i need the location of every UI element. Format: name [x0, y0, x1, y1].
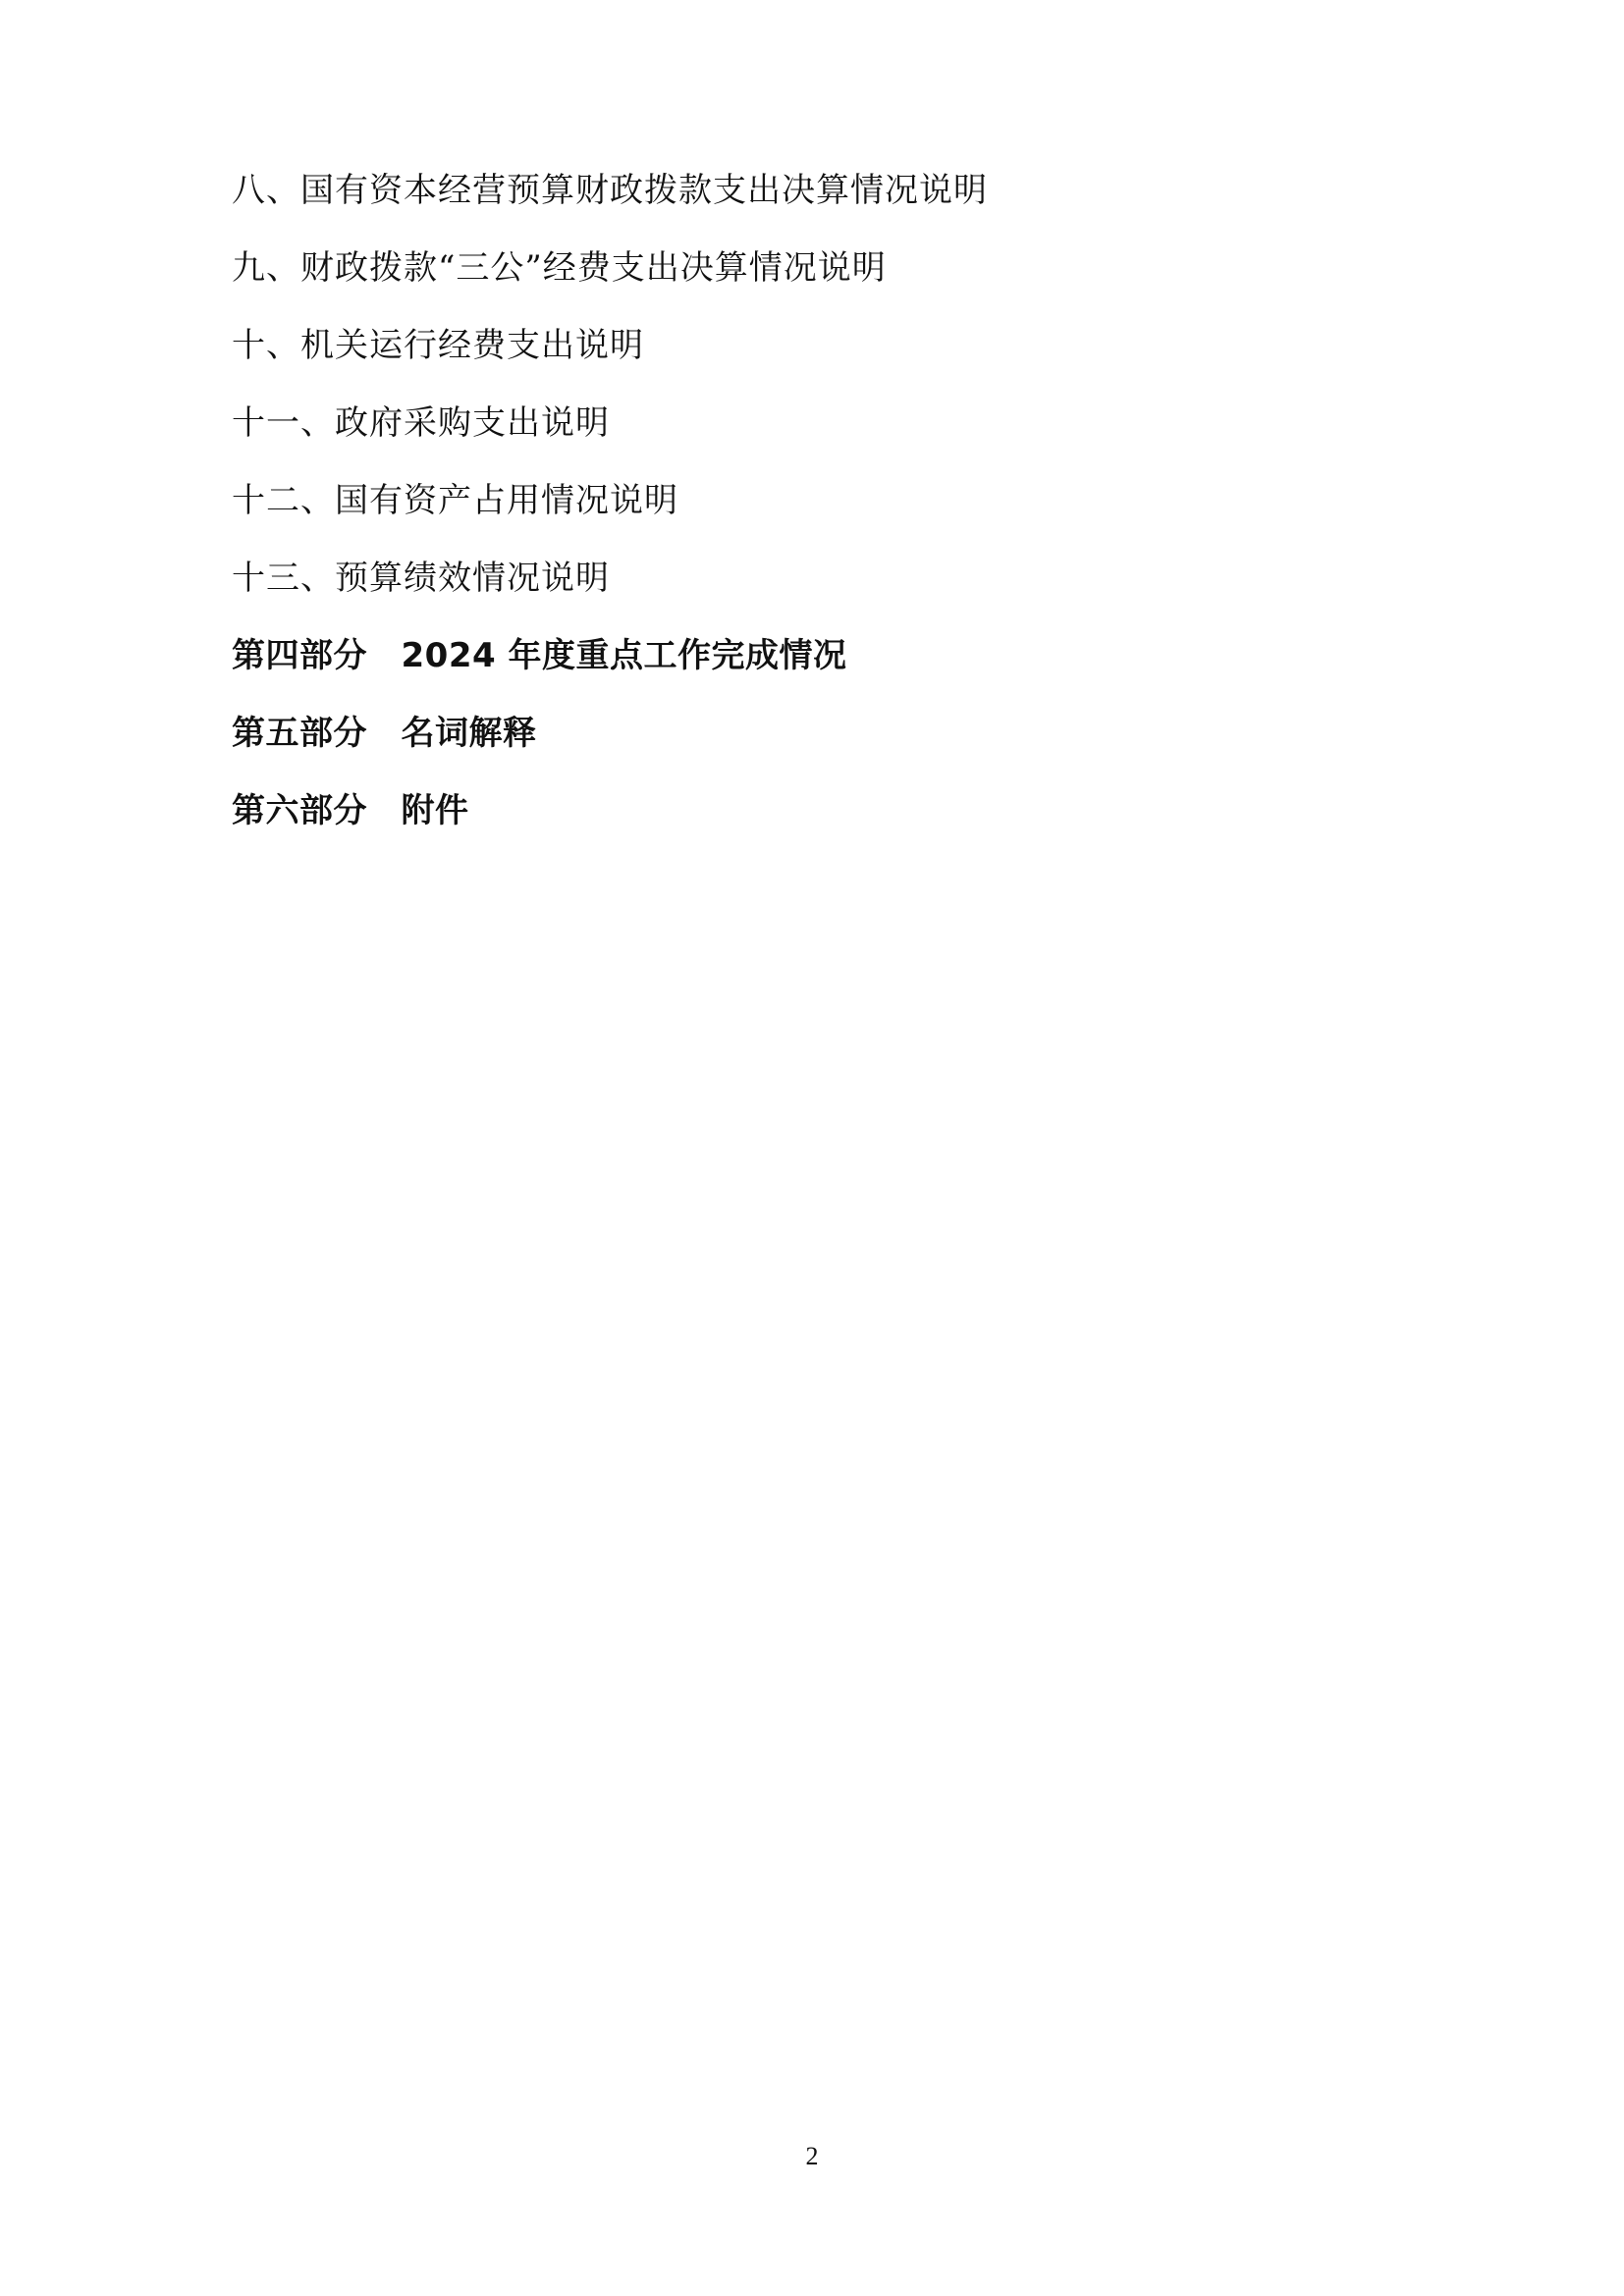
toc-item-part-four: 第四部分 2024 年度重点工作完成情况	[232, 636, 847, 675]
toc-item: 九、财政拨款“三公”经费支出决算情况说明	[232, 248, 887, 288]
page-number: 2	[805, 2142, 819, 2170]
toc-item: 十三、预算绩效情况说明	[232, 559, 610, 598]
table-of-contents	[232, 152, 1410, 850]
toc-item-part-six: 第六部分 附件	[232, 791, 469, 830]
toc-item-part-five: 第五部分 名词解释	[232, 714, 537, 753]
toc-item: 十一、政府采购支出说明	[232, 403, 610, 443]
toc-item: 十、机关运行经费支出说明	[232, 326, 644, 365]
toc-item: 十二、国有资产占用情况说明	[232, 481, 678, 520]
toc-item: 八、国有资本经营预算财政拨款支出决算情况说明	[232, 171, 988, 210]
